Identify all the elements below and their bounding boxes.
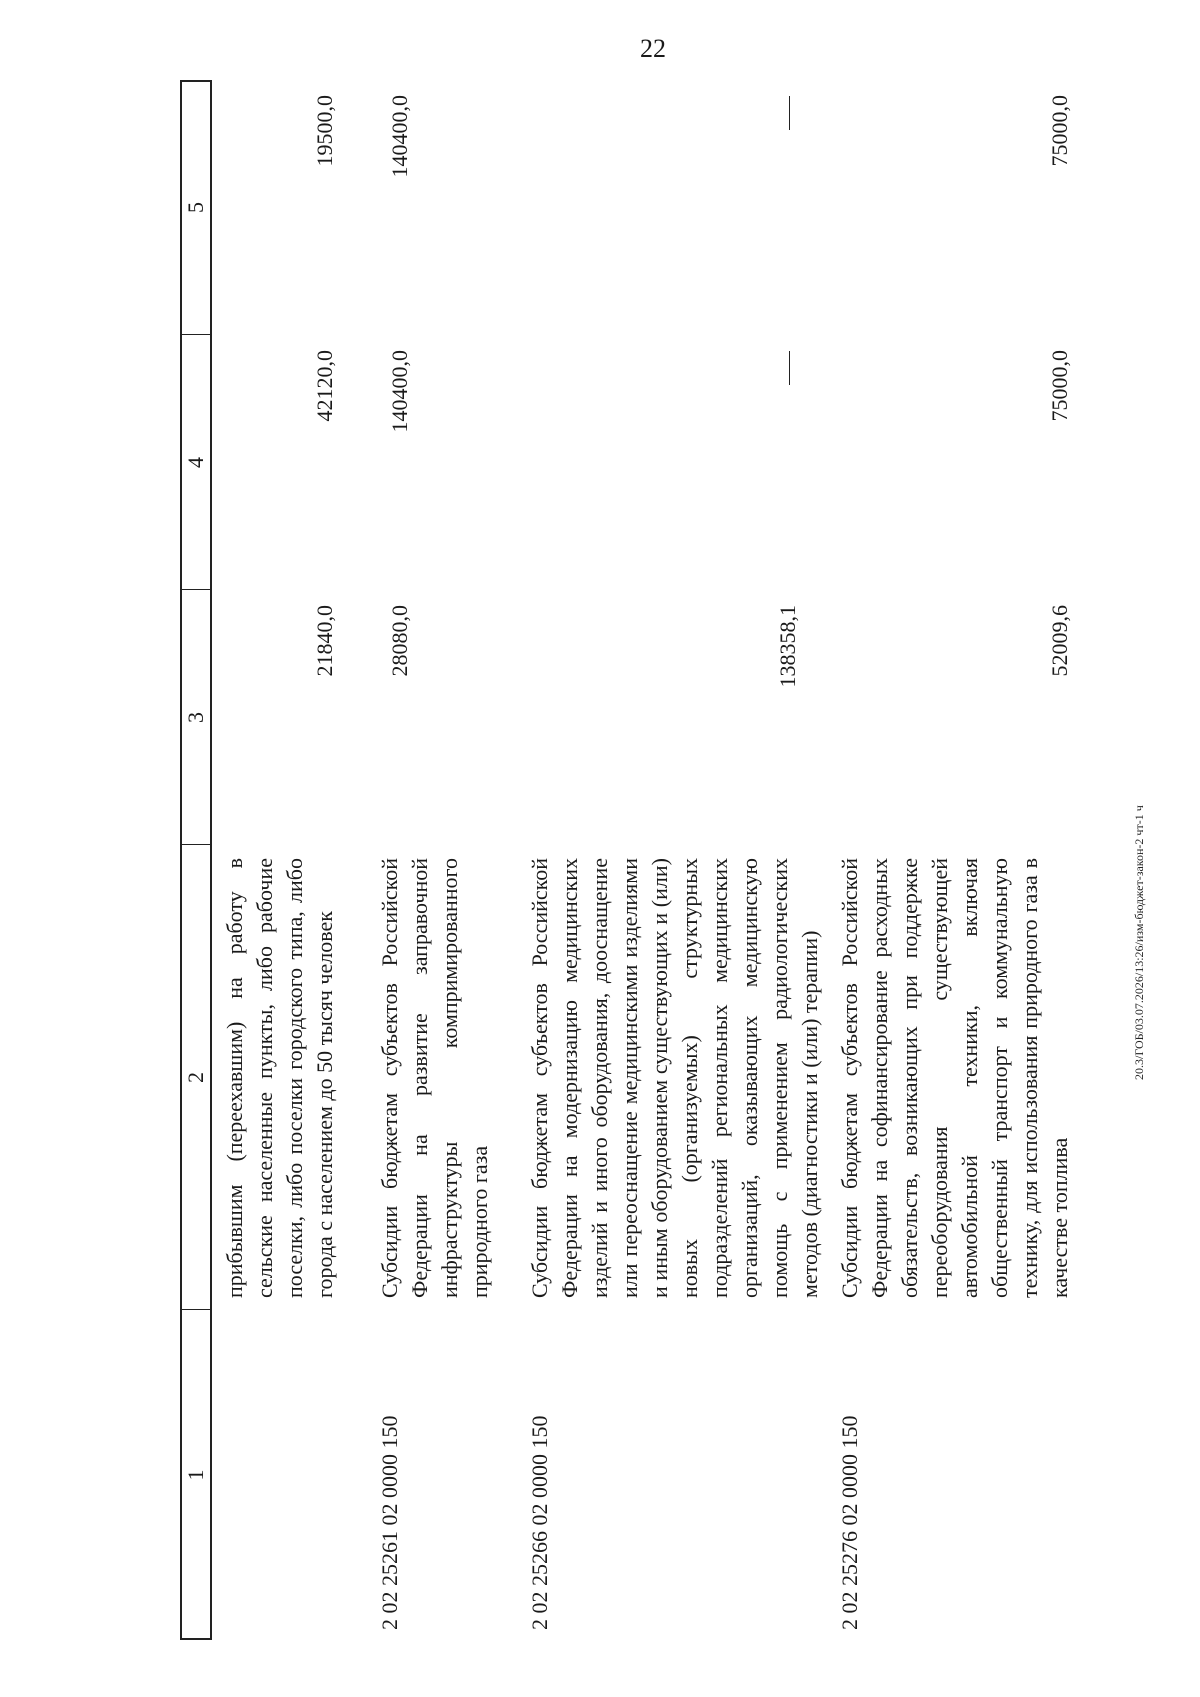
row-value-col5: 140400,0 [387, 95, 412, 178]
row-code: 2 02 25266 02 0000 150 [527, 1415, 552, 1630]
row-description: Субсидии бюджетам субъектов Российской Федерации на модернизацию медицинских изделий и иного оборудования, дооснащение или переоснащение медицинскими изделиями и иным оборудованием существующих и (или) новых (организуемых) структурных подразделений региональных медицинских организаций, оказывающих медицинскую помощь с применением радиологических методов (диагностики и (или) терапии) [527, 858, 822, 1298]
row-value-col4: 42120,0 [312, 350, 337, 422]
row-code: 2 02 25276 02 0000 150 [837, 1415, 862, 1630]
row-value-col5: 75000,0 [1047, 95, 1072, 167]
row-value-col3: 52009,6 [1047, 605, 1072, 677]
page-number: 22 [640, 34, 666, 63]
header-col-4: 4 [183, 457, 208, 468]
document-footer: 20.3/ГОБ/03.07.2026/13:26/изм-бюджет-закон-2 чт-1 ч [1132, 805, 1146, 1080]
row-value-col5-dash [789, 96, 790, 130]
row-description: Субсидии бюджетам субъектов Российской Федерации на софинансирование расходных обязательств, возникающих при поддержке переоборудования существующей автомобильной техники, включая общественный транспорт и коммунальную технику, для использования природного газа в качестве топлива [837, 858, 1072, 1298]
budget-table [180, 80, 1120, 1640]
table-row [220, 80, 370, 1640]
table-row [525, 80, 825, 1640]
row-value-col3: 138358,1 [775, 605, 800, 688]
row-code: 2 02 25261 02 0000 150 [377, 1415, 402, 1630]
row-description: Субсидии бюджетам субъектов Российской Федерации на развитие заправочной инфраструктуры компримированного природного газа [377, 858, 492, 1298]
header-col-1: 1 [183, 1469, 208, 1481]
row-value-col5: 19500,0 [312, 95, 337, 167]
row-value-col4: 140400,0 [387, 350, 412, 433]
header-col-3: 3 [183, 712, 208, 723]
table-row [375, 80, 515, 1640]
table-row [835, 80, 1115, 1640]
header-col-5: 5 [183, 202, 208, 213]
row-description: прибывшим (переехавшим) на работу в сельские населенные пункты, либо рабочие поселки, либо поселки городского типа, либо города с населением до 50 тысяч человек [222, 858, 337, 1298]
row-value-col3: 28080,0 [387, 605, 412, 677]
row-value-col4-dash [789, 351, 790, 385]
row-value-col4: 75000,0 [1047, 350, 1072, 422]
header-col-2: 2 [183, 1072, 208, 1083]
row-value-col3: 21840,0 [312, 605, 337, 677]
